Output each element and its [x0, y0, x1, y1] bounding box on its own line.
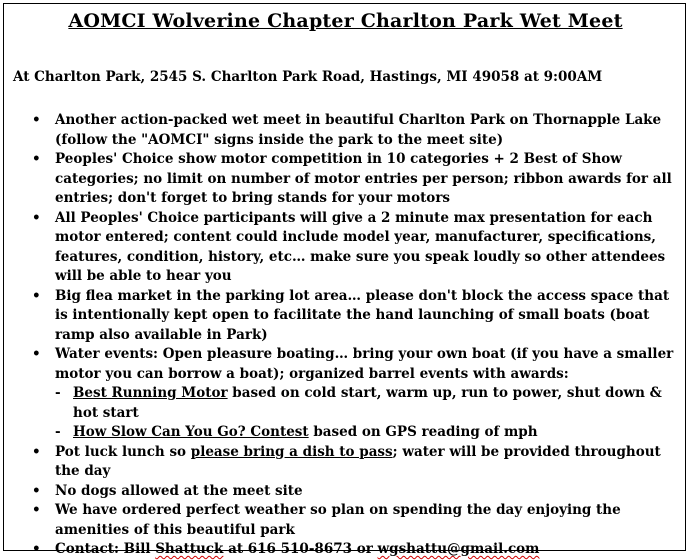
- event-name: How Slow Can You Go? Contest: [73, 424, 309, 440]
- location-line: At Charlton Park, 2545 S. Charlton Park Road, Hastings, MI 49058 at 9:00AM: [13, 69, 603, 85]
- bullet-icon: •: [32, 482, 41, 499]
- event-description: based on cold start, warm up, run to power, shut down & hot start: [73, 385, 662, 421]
- contact-name: Shattuck: [155, 541, 224, 557]
- contact-phone: at 616 510-8673 or: [223, 541, 378, 557]
- list-item: [4, 482, 687, 502]
- bullet-icon: •: [32, 112, 41, 128]
- item-text-start: Pot luck lunch so: [55, 443, 191, 460]
- list-item: [4, 501, 687, 540]
- item-text: We have ordered perfect weather so plan on spending the day enjoying the amenities of this beautiful park: [55, 502, 621, 538]
- bullet-icon: •: [32, 346, 41, 362]
- list-item: [4, 111, 687, 150]
- dash-icon: -: [55, 424, 61, 440]
- list-item: [4, 287, 687, 346]
- sub-list-item: [55, 423, 679, 443]
- contact-email-link[interactable]: wgshattu@gmail.com: [377, 541, 540, 557]
- item-text: Water events: Open pleasure boating… bring your own boat (if you have a smaller motor you can borrow a boat); organized barrel events with awards:: [55, 346, 674, 382]
- bullet-icon: •: [32, 287, 41, 304]
- page-title: AOMCI Wolverine Chapter Charlton Park Wet Meet: [68, 10, 623, 32]
- bullet-icon: •: [32, 209, 41, 226]
- bullet-icon: •: [32, 541, 41, 557]
- event-description: based on GPS reading of mph: [308, 424, 538, 440]
- list-item: [4, 540, 687, 560]
- contact-prefix: Contact: Bill: [55, 541, 156, 557]
- list-item: [4, 150, 687, 209]
- item-text: Big flea market in the parking lot area… please don't block the access space that is intentionally kept open to facilitate the hand launching of small boats (boat ramp also available in Park): [55, 287, 670, 343]
- event-name: Best Running Motor: [73, 385, 228, 401]
- barrel-events-list: [55, 384, 679, 443]
- bullet-icon: •: [32, 502, 41, 518]
- item-text: All Peoples' Choice participants will give a 2 minute max presentation for each motor entered; content could include model year, manufacturer, specifications, features, condition, history, etc… make sure you speak loudly so other attendees will be able to hear you: [55, 209, 666, 284]
- list-item: [4, 345, 687, 443]
- sub-list-item: [55, 384, 679, 423]
- event-details-list: [4, 111, 687, 560]
- item-text-end: ; water will be provided throughout the day: [55, 443, 661, 479]
- item-text: No dogs allowed at the meet site: [55, 482, 303, 499]
- item-text: Another action-packed wet meet in beautiful Charlton Park on Thornapple Lake (follow the "AOMCI" signs inside the park to the meet site): [55, 112, 662, 148]
- item-text: Peoples' Choice show motor competition in 10 categories + 2 Best of Show categories; no limit on number of motor entries per person; ribbon awards for all entries; don't forget to bring stands for your motors: [55, 151, 672, 206]
- list-item: [4, 443, 687, 482]
- bullet-icon: •: [32, 443, 41, 460]
- bullet-icon: •: [32, 151, 41, 167]
- dash-icon: -: [55, 385, 61, 401]
- document-frame: [3, 3, 686, 557]
- list-item: [4, 209, 687, 287]
- dish-note: please bring a dish to pass: [190, 443, 393, 460]
